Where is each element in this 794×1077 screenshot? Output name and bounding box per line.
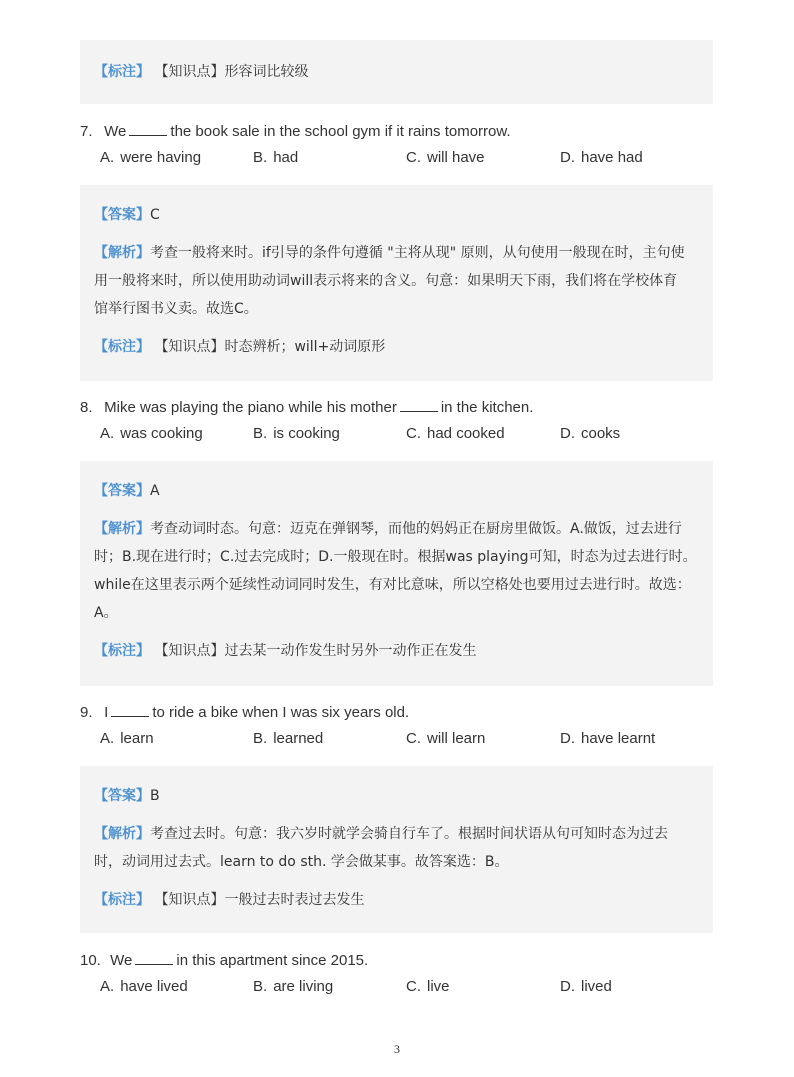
remark-tag: 【标注】 xyxy=(94,339,150,355)
analysis-row xyxy=(94,239,699,323)
option-d: D. have learnt xyxy=(560,730,656,747)
option-a: A. was cooking xyxy=(100,425,203,442)
question-number: 7. xyxy=(80,123,93,140)
analysis-line: 考查一般将来时。if引导的条件句遵循 "主将从现" 原则，从句使用一般现在时，主句使 xyxy=(150,245,685,261)
question-8-stem xyxy=(80,397,533,416)
remark-text: 【知识点】时态辨析；will+动词原形 xyxy=(154,339,386,355)
answer-tag: 【答案】 xyxy=(94,207,150,223)
remark-row xyxy=(94,333,699,361)
analysis-tag: 【解析】 xyxy=(94,245,150,261)
answer-value: C xyxy=(150,207,160,223)
remark-row xyxy=(94,637,699,665)
analysis-line: A。 xyxy=(94,605,118,621)
answer-value: B xyxy=(150,788,160,804)
remark-box-q6 xyxy=(80,40,713,104)
option-a: A. learn xyxy=(100,730,154,747)
remark-text: 【知识点】一般过去时表过去发生 xyxy=(154,892,365,908)
option-d: D. lived xyxy=(560,978,612,995)
answer-blank xyxy=(129,121,167,136)
remark-text: 【知识点】形容词比较级 xyxy=(154,64,309,80)
stem-after: in the kitchen. xyxy=(440,399,534,416)
stem-before: We xyxy=(104,123,127,140)
stem-after: the book sale in the school gym if it rains tomorrow. xyxy=(170,123,511,140)
question-number: 8. xyxy=(80,399,93,416)
stem-before: I xyxy=(104,704,109,721)
question-number: 10. xyxy=(80,952,101,969)
analysis-tag: 【解析】 xyxy=(94,521,150,537)
option-c: C. will have xyxy=(406,149,485,166)
stem-after: in this apartment since 2015. xyxy=(176,952,369,969)
answer-blank xyxy=(111,702,149,717)
answer-row xyxy=(94,782,699,810)
option-b: B. learned xyxy=(253,730,324,747)
remark-row xyxy=(94,58,699,86)
question-10-stem xyxy=(80,950,368,969)
answer-row xyxy=(94,477,699,505)
stem-after: to ride a bike when I was six years old. xyxy=(152,704,410,721)
option-c: C. will learn xyxy=(406,730,486,747)
option-b: B. had xyxy=(253,149,299,166)
remark-tag: 【标注】 xyxy=(94,64,150,80)
option-c: C. live xyxy=(406,978,450,995)
analysis-row xyxy=(94,820,699,876)
remark-tag: 【标注】 xyxy=(94,643,150,659)
explanation-box-q9 xyxy=(80,766,713,933)
option-d: D. cooks xyxy=(560,425,621,442)
remark-text: 【知识点】过去某一动作发生时另外一动作正在发生 xyxy=(154,643,477,659)
page-number: 3 xyxy=(394,1042,400,1056)
analysis-line: 用一般将来时，所以使用助动词will表示将来的含义。句意：如果明天下雨，我们将在学校体育 xyxy=(94,273,678,289)
analysis-line: 时；B.现在进行时；C.过去完成时；D.一般现在时。根据was playing可知，时态为过去进行时。 xyxy=(94,549,697,565)
option-a: A. were having xyxy=(100,149,202,166)
option-a: A. have lived xyxy=(100,978,188,995)
remark-row xyxy=(94,886,699,914)
analysis-row xyxy=(94,515,699,627)
question-number: 9. xyxy=(80,704,93,721)
remark-tag: 【标注】 xyxy=(94,892,150,908)
stem-before: Mike was playing the piano while his mother xyxy=(104,399,397,416)
explanation-box-q8 xyxy=(80,461,713,686)
question-9-stem xyxy=(80,702,409,721)
answer-blank xyxy=(400,397,438,412)
analysis-line: 考查动词时态。句意：迈克在弹钢琴，而他的妈妈正在厨房里做饭。A.做饭，过去进行 xyxy=(150,521,682,537)
answer-tag: 【答案】 xyxy=(94,483,150,499)
analysis-line: 馆举行图书义卖。故选C。 xyxy=(94,301,258,317)
explanation-box-q7 xyxy=(80,185,713,381)
option-b: B. is cooking xyxy=(253,425,340,442)
analysis-line: 时，动词用过去式。learn to do sth. 学会做某事。故答案选：B。 xyxy=(94,854,509,870)
option-c: C. had cooked xyxy=(406,425,505,442)
analysis-line: 考查过去时。句意：我六岁时就学会骑自行车了。根据时间状语从句可知时态为过去 xyxy=(150,826,668,842)
analysis-tag: 【解析】 xyxy=(94,826,150,842)
option-d: D. have had xyxy=(560,149,643,166)
answer-row xyxy=(94,201,699,229)
question-7-stem xyxy=(80,121,511,140)
analysis-line: while在这里表示两个延续性动词同时发生，有对比意味，所以空格处也要用过去进行时。故选： xyxy=(94,577,691,593)
answer-blank xyxy=(135,950,173,965)
option-b: B. are living xyxy=(253,978,334,995)
stem-before: We xyxy=(110,952,133,969)
answer-tag: 【答案】 xyxy=(94,788,150,804)
answer-value: A xyxy=(150,483,160,499)
